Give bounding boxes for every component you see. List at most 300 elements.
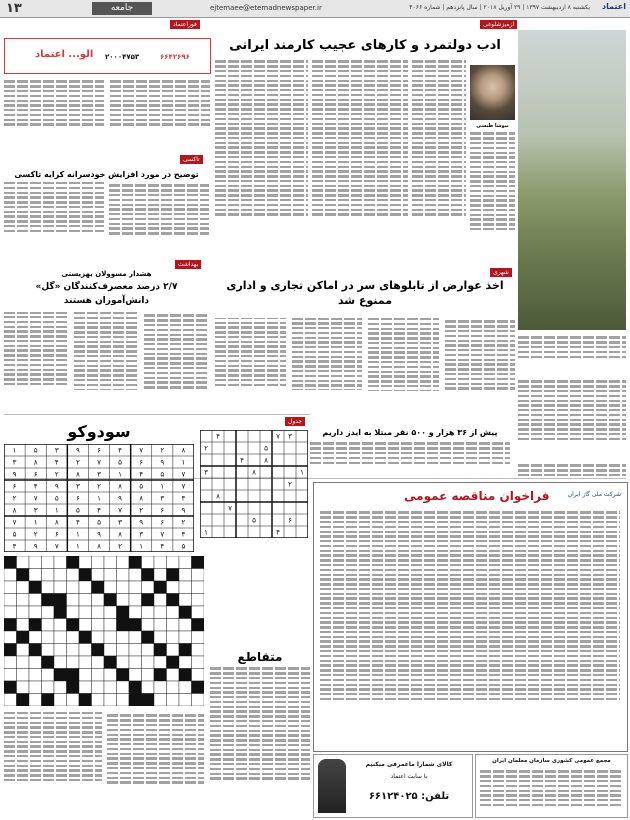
health-headline-1: هشدار مسوولان بهزیستی xyxy=(61,270,152,278)
crossword-cell xyxy=(192,669,205,682)
tender-title: فراخوان مناقصه عمومی xyxy=(404,489,550,503)
crossword-cell xyxy=(179,694,192,707)
crossword-cell xyxy=(54,694,67,707)
crossword-cell xyxy=(29,669,42,682)
sudoku-answer-cell: ۱ xyxy=(33,517,38,527)
accident-headline: پیش از ۳۶ هزار و ۵۰۰ نفر مبتلا به ایدز داریم xyxy=(322,428,498,437)
crossword-cell xyxy=(67,606,80,619)
crossword-cell xyxy=(104,619,117,632)
bottom-ad-line2: با سایت اعتماد xyxy=(390,773,428,780)
main-article-col-3 xyxy=(312,58,408,263)
crossword-cell xyxy=(192,644,205,657)
crossword-clues-left xyxy=(4,712,204,816)
crossword-cell xyxy=(54,556,67,569)
main-headline: ادب دولتمرد و کارهای عجیب کارمند ایرانی xyxy=(229,38,501,53)
crossword-cell xyxy=(104,556,117,569)
crossword-cell xyxy=(154,644,167,657)
sudoku-answer-grid xyxy=(4,444,194,552)
crossword-cell xyxy=(129,619,142,632)
crossword-cell xyxy=(192,619,205,632)
sudoku-answer-cell: ۶ xyxy=(97,445,101,455)
crossword-cell xyxy=(42,569,55,582)
health-headline-2: ۲/۷ درصد معصرف‌کنندگان «گل» xyxy=(35,282,178,292)
crossword-cell xyxy=(167,694,180,707)
taxi-headline: توضیح در مورد افزایش خودسرانه کرایه تاکسی xyxy=(14,170,199,179)
crossword-cell xyxy=(17,619,30,632)
crossword-cell xyxy=(167,644,180,657)
sudoku-answer-cell: ۵ xyxy=(118,457,123,467)
crossword-cell xyxy=(29,619,42,632)
crossword-cell xyxy=(142,569,155,582)
sudoku-answer-cell: ۱ xyxy=(75,541,80,551)
sudoku-answer-cell: ۷ xyxy=(118,505,123,515)
crossword-cell xyxy=(179,619,192,632)
crossword-cell xyxy=(104,581,117,594)
bottom-right-ad-title: مجمع عمومی کشوری سازمان معلمان ایران xyxy=(492,758,611,764)
crossword-cell xyxy=(154,569,167,582)
crossword-cell xyxy=(167,569,180,582)
crossword-cell xyxy=(104,656,117,669)
main-article-col-4 xyxy=(215,58,308,263)
crossword-cell xyxy=(29,681,42,694)
sudoku-answer-cell: ۸ xyxy=(75,469,80,479)
crossword-cell xyxy=(42,644,55,657)
crossword-cell xyxy=(54,606,67,619)
crossword-cell xyxy=(4,644,17,657)
crossword-cell xyxy=(79,581,92,594)
tender-ad xyxy=(313,482,628,752)
sudoku-answer-cell: ۴ xyxy=(33,481,38,491)
sudoku-answer-cell: ۹ xyxy=(54,481,59,491)
sudoku-cell: ۵ xyxy=(264,443,268,453)
right-column-text xyxy=(518,378,626,458)
crossword-cell xyxy=(54,581,67,594)
crossword-cell xyxy=(117,606,130,619)
sudoku-answer-cell: ۸ xyxy=(118,481,123,491)
sudoku-answer-cell: ۸ xyxy=(118,529,123,539)
crossword-cell xyxy=(54,631,67,644)
crossword-cell xyxy=(117,656,130,669)
page-number: ۱۳ xyxy=(6,1,22,16)
crossword-cell xyxy=(192,656,205,669)
sudoku-answer-cell: ۲ xyxy=(160,445,165,455)
crossword-cell xyxy=(29,581,42,594)
sudoku-answer-cell: ۱ xyxy=(160,481,165,491)
alo-etemad-brand: الو... اعتماد xyxy=(35,49,94,60)
taxi-section-label: تاکسی xyxy=(180,155,203,164)
crossword-cell xyxy=(92,581,105,594)
sudoku-answer-cell: ۹ xyxy=(160,457,165,467)
crossword-cell xyxy=(42,556,55,569)
crossword-cell xyxy=(142,556,155,569)
crossword-cell xyxy=(79,694,92,707)
crossword-cell xyxy=(129,569,142,582)
crossword-cell xyxy=(17,656,30,669)
sudoku-answer-cell: ۴ xyxy=(12,541,17,551)
crossword-cell xyxy=(154,669,167,682)
sudoku-answer-cell: ۲ xyxy=(139,505,144,515)
sudoku-section-label: جدول xyxy=(285,417,305,426)
crossword-cell xyxy=(117,581,130,594)
urban-section-label: شهری xyxy=(490,268,512,277)
crossword-cell xyxy=(17,581,30,594)
crossword-cell xyxy=(42,606,55,619)
sudoku-cell: ۳ xyxy=(288,431,292,441)
crossword-cell xyxy=(167,581,180,594)
sudoku-answer-cell: ۷ xyxy=(160,529,165,539)
sudoku-answer-cell: ۵ xyxy=(33,445,38,455)
health-section-label: بهداشت xyxy=(175,260,201,269)
crossword-cell xyxy=(129,694,142,707)
sudoku-answer-cell: ۵ xyxy=(160,469,165,479)
crossword-cell xyxy=(154,694,167,707)
sudoku-answer-cell: ۶ xyxy=(139,457,144,467)
crossword-cell xyxy=(192,581,205,594)
crossword-cell xyxy=(142,681,155,694)
crossword-cell xyxy=(117,631,130,644)
sudoku-answer-cell: ۳ xyxy=(75,481,80,491)
crossword-cell xyxy=(29,606,42,619)
sudoku-cell: ۳ xyxy=(204,467,208,477)
crossword-cell xyxy=(192,606,205,619)
crossword-cell xyxy=(192,556,205,569)
crossword-cell xyxy=(117,644,130,657)
sudoku-cell: ۷ xyxy=(228,503,232,513)
crossword-cell xyxy=(167,619,180,632)
crossword-cell xyxy=(54,656,67,669)
crossword-cell xyxy=(179,606,192,619)
sudoku-answer-cell: ۳ xyxy=(54,445,59,455)
crossword-cell xyxy=(29,594,42,607)
crossword-cell xyxy=(4,669,17,682)
sudoku-answer-cell: ۵ xyxy=(181,541,186,551)
bottom-ad-person xyxy=(318,759,346,813)
crossword-cell xyxy=(42,594,55,607)
taxi-article-text xyxy=(4,182,209,257)
bottom-center-ad xyxy=(313,754,473,818)
ad-section-label: فوراعتماد xyxy=(170,20,200,29)
crossword-cell xyxy=(154,681,167,694)
crossword-cell xyxy=(154,619,167,632)
sudoku-answer-cell: ۹ xyxy=(75,445,80,455)
sudoku-answer-cell: ۹ xyxy=(139,517,144,527)
crossword-cell xyxy=(42,619,55,632)
sudoku-cell: ۱ xyxy=(204,527,208,537)
newspaper-logo: اعتماد xyxy=(602,2,626,11)
sudoku-answer-cell: ۱ xyxy=(54,505,59,515)
sudoku-cell: ۵ xyxy=(252,515,256,525)
sudoku-answer-cell: ۱ xyxy=(118,469,123,479)
crossword-cell xyxy=(92,644,105,657)
crossword-cell xyxy=(142,694,155,707)
crossword-cell xyxy=(42,631,55,644)
crossword-cell xyxy=(67,619,80,632)
crossword-cell xyxy=(29,656,42,669)
crossword-cell xyxy=(67,631,80,644)
crossword-cell xyxy=(117,556,130,569)
crossword-cell xyxy=(192,681,205,694)
crossword-cell xyxy=(17,569,30,582)
sudoku-answer-cell: ۱ xyxy=(75,529,80,539)
crossword-grid xyxy=(4,556,204,706)
crossword-cell xyxy=(104,669,117,682)
crossword-cell xyxy=(154,631,167,644)
crossword-cell xyxy=(142,644,155,657)
crossword-cell xyxy=(129,606,142,619)
crossword-cell xyxy=(42,681,55,694)
sudoku-answer-cell: ۷ xyxy=(33,493,38,503)
crossword-cell xyxy=(29,644,42,657)
tender-org: شرکت ملی گاز ایران xyxy=(567,491,621,498)
crossword-clues xyxy=(210,665,310,815)
crossword-cell xyxy=(17,669,30,682)
crossword-cell xyxy=(92,569,105,582)
sudoku-answer-cell: ۶ xyxy=(160,517,165,527)
author-portrait xyxy=(470,65,515,120)
accident-article-text xyxy=(310,440,510,475)
health-headline-3: دانش‌آموزان هستند xyxy=(63,296,150,306)
crossword-cell xyxy=(92,556,105,569)
sudoku-answer-cell: ۹ xyxy=(181,505,186,515)
sudoku-answer-cell: ۹ xyxy=(33,541,38,551)
sudoku-answer-cell: ۳ xyxy=(33,505,38,515)
bottom-ad-line1: کالای شمارا ماعمرفی میکنیم xyxy=(365,761,453,768)
crossword-cell xyxy=(129,581,142,594)
crossword-cell xyxy=(17,606,30,619)
sudoku-answer-cell: ۲ xyxy=(118,541,123,551)
sudoku-answer-cell: ۴ xyxy=(160,541,165,551)
crossword-cell xyxy=(117,681,130,694)
sudoku-answer-cell: ۲ xyxy=(54,469,59,479)
crossword-cell xyxy=(4,581,17,594)
sudoku-puzzle xyxy=(200,430,308,538)
sudoku-cell: ۷ xyxy=(276,431,280,441)
crossword-cell xyxy=(17,694,30,707)
bottom-right-ad-text xyxy=(480,768,623,814)
sudoku-answer-cell: ۷ xyxy=(12,517,17,527)
sudoku-answer-cell: ۸ xyxy=(181,445,186,455)
sudoku-answer-cell: ۹ xyxy=(12,469,17,479)
sudoku-answer-cell: ۱ xyxy=(97,493,101,503)
crossword-cell xyxy=(17,631,30,644)
sudoku-answer-cell: ۴ xyxy=(54,457,59,467)
photo-caption-text xyxy=(518,334,626,374)
crossword-cell xyxy=(67,656,80,669)
sudoku-answer-cell: ۱ xyxy=(181,457,186,467)
crossword-cell xyxy=(42,694,55,707)
section-badge: جامعه xyxy=(92,2,152,15)
crossword-cell xyxy=(4,619,17,632)
crossword-cell xyxy=(79,606,92,619)
crossword-cell xyxy=(67,556,80,569)
crossword-cell xyxy=(129,631,142,644)
sudoku-answer-cell: ۲ xyxy=(12,493,17,503)
crossword-cell xyxy=(42,656,55,669)
crossword-cell xyxy=(117,694,130,707)
crossword-cell xyxy=(167,606,180,619)
crossword-cell xyxy=(67,681,80,694)
sudoku-cell: ۴ xyxy=(276,527,280,537)
crossword-cell xyxy=(154,594,167,607)
sudoku-answer-cell: ۵ xyxy=(54,493,59,503)
crossword-cell xyxy=(142,631,155,644)
alo-etemad-ad xyxy=(4,38,211,74)
crossword-cell xyxy=(17,681,30,694)
sudoku-answer-cell: ۳ xyxy=(12,457,17,467)
sudoku-answer-cell: ۶ xyxy=(12,481,17,491)
sudoku-answer-cell: ۸ xyxy=(33,457,38,467)
sudoku-answer-cell: ۵ xyxy=(75,505,80,515)
crossword-cell xyxy=(17,644,30,657)
main-article-col-2 xyxy=(412,58,466,263)
crossword-cell xyxy=(192,694,205,707)
crossword-cell xyxy=(79,681,92,694)
sudoku-cell: ۸ xyxy=(252,467,256,477)
crossword-cell xyxy=(179,644,192,657)
main-photo xyxy=(518,30,626,330)
crossword-cell xyxy=(104,606,117,619)
crossword-cell xyxy=(29,694,42,707)
crossword-cell xyxy=(29,569,42,582)
crossword-cell xyxy=(104,681,117,694)
sudoku-answer-cell: ۶ xyxy=(75,493,80,503)
crossword-cell xyxy=(154,556,167,569)
crossword-cell xyxy=(79,631,92,644)
crossword-cell xyxy=(117,619,130,632)
crossword-cell xyxy=(54,644,67,657)
sudoku-answer-cell: ۳ xyxy=(118,517,123,527)
crossword-cell xyxy=(67,694,80,707)
sudoku-cell: ۸ xyxy=(216,491,220,501)
sudoku-answer-cell: ۷ xyxy=(97,457,101,467)
crossword-cell xyxy=(192,569,205,582)
sudoku-answer-cell: ۹ xyxy=(97,529,101,539)
crossword-cell xyxy=(104,594,117,607)
sudoku-answer-cell: ۲ xyxy=(97,481,101,491)
crossword-cell xyxy=(92,656,105,669)
sudoku-cell: ۱ xyxy=(300,467,304,477)
crossword-cell xyxy=(54,669,67,682)
crossword-cell xyxy=(67,594,80,607)
crossword-cell xyxy=(79,594,92,607)
crossword-cell xyxy=(42,669,55,682)
sudoku-answer-cell: ۵ xyxy=(12,529,17,539)
crossword-cell xyxy=(54,594,67,607)
crossword-cell xyxy=(17,594,30,607)
crossword-cell xyxy=(192,594,205,607)
crossword-cell xyxy=(167,669,180,682)
sudoku-answer-cell: ۲ xyxy=(181,517,186,527)
sudoku-cell: ۶ xyxy=(288,515,292,525)
bottom-ad-phone: تلفن: ۶۶۱۲۴۰۲۵ xyxy=(368,791,450,802)
sudoku-cell: ۲ xyxy=(204,443,208,453)
crossword-cell xyxy=(67,669,80,682)
crossword-cell xyxy=(142,656,155,669)
crossword-cell xyxy=(104,631,117,644)
crossword-cell xyxy=(79,656,92,669)
sudoku-answer-cell: ۷ xyxy=(139,445,144,455)
crossword-cell xyxy=(154,581,167,594)
crossword-cell xyxy=(129,644,142,657)
crossword-cell xyxy=(79,619,92,632)
sudoku-answer-cell: ۶ xyxy=(160,505,165,515)
sudoku-answer-cell: ۸ xyxy=(97,541,101,551)
crossword-cell xyxy=(29,631,42,644)
sudoku-answer-cell: ۸ xyxy=(54,517,59,527)
crossword-cell xyxy=(29,556,42,569)
sudoku-answer-cell: ۳ xyxy=(160,493,165,503)
sudoku-answer-cell: ۴ xyxy=(139,469,144,479)
sudoku-answer-cell: ۸ xyxy=(139,493,144,503)
crossword-cell xyxy=(142,581,155,594)
crossword-cell xyxy=(4,681,17,694)
crossword-cell xyxy=(192,631,205,644)
crossword-cell xyxy=(92,694,105,707)
sudoku-answer-cell: ۶ xyxy=(33,469,38,479)
sudoku-answer-cell: ۸ xyxy=(12,505,17,515)
crossword-cell xyxy=(167,656,180,669)
crossword-cell xyxy=(4,656,17,669)
crossword-cell xyxy=(179,594,192,607)
crossword-cell xyxy=(92,594,105,607)
sudoku-answer-cell: ۵ xyxy=(97,517,101,527)
crossword-cell xyxy=(4,631,17,644)
tender-body-text xyxy=(320,509,620,744)
crossword-cell xyxy=(179,669,192,682)
crossword-cell xyxy=(167,594,180,607)
crossword-cell xyxy=(129,681,142,694)
sudoku-answer-cell: ۲ xyxy=(33,529,38,539)
ad-phone: ۶۶۴۲۶۹۶ xyxy=(160,53,190,61)
sudoku-answer-cell: ۱ xyxy=(139,541,144,551)
divider-upper xyxy=(4,414,310,415)
sudoku-cell: ۴ xyxy=(240,455,244,465)
crossword-cell xyxy=(79,556,92,569)
crossword-cell xyxy=(92,619,105,632)
crossword-cell xyxy=(129,669,142,682)
ad-side-text xyxy=(110,78,210,148)
crossword-cell xyxy=(142,619,155,632)
main-section-label: ازمیزشلوغی xyxy=(480,20,517,29)
crossword-cell xyxy=(154,606,167,619)
crossword-cell xyxy=(104,644,117,657)
crossword-cell xyxy=(54,619,67,632)
crossword-cell xyxy=(4,606,17,619)
sudoku-answer-cell: ۴ xyxy=(181,493,186,503)
crossword-cell xyxy=(142,669,155,682)
crossword-cell xyxy=(17,556,30,569)
crossword-cell xyxy=(4,569,17,582)
crossword-cell xyxy=(179,569,192,582)
crossword-cell xyxy=(117,569,130,582)
page-header xyxy=(0,0,630,18)
signs-headline: اخذ عوارض از تابلوهای سر در اماکن تجاری و اداری ممنوع شد xyxy=(226,279,504,307)
sudoku-answer-cell: ۵ xyxy=(139,481,144,491)
crossword-cell xyxy=(179,556,192,569)
crossword-cell xyxy=(104,569,117,582)
sudoku-answer-cell: ۴ xyxy=(118,445,123,455)
crossword-cell xyxy=(104,694,117,707)
main-article-col-1 xyxy=(470,130,515,260)
sudoku-answer-cell: ۷ xyxy=(54,541,59,551)
crossword-cell xyxy=(54,681,67,694)
crossword-title: متقاطع xyxy=(237,650,283,664)
crossword-cell xyxy=(79,644,92,657)
sudoku-answer-cell: ۳ xyxy=(97,469,101,479)
crossword-cell xyxy=(67,569,80,582)
sudoku-cell: ۲ xyxy=(288,479,292,489)
crossword-cell xyxy=(79,669,92,682)
